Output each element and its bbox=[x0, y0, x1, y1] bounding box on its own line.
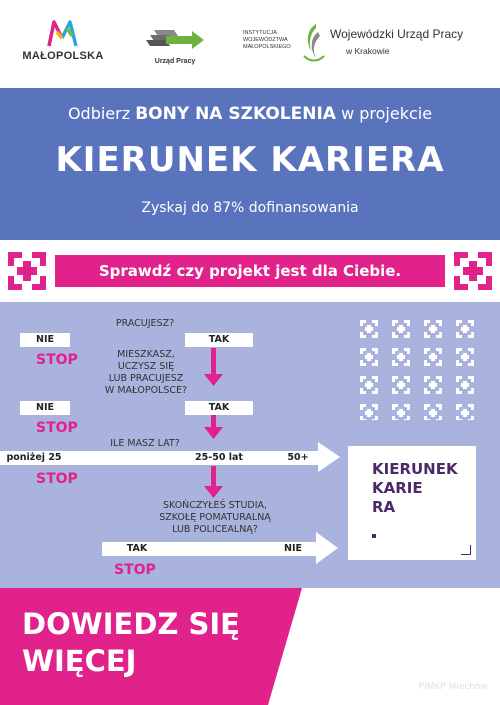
stop-label: STOP bbox=[36, 420, 78, 436]
stop-label: STOP bbox=[36, 352, 78, 368]
question-lives bbox=[98, 349, 194, 397]
watermark-line: PIMKP Miechów bbox=[418, 682, 488, 692]
answer-yes: TAK bbox=[208, 402, 230, 413]
stop-label: STOP bbox=[114, 562, 156, 578]
arrow-right-icon bbox=[318, 442, 340, 472]
instytucja-line-1: INSTYTUCJA bbox=[243, 30, 277, 36]
malopolska-logo bbox=[18, 18, 108, 68]
headline-post: w projekcie bbox=[341, 104, 433, 123]
corner-mark-icon bbox=[461, 545, 471, 555]
wup-city: w Krakowie bbox=[346, 46, 390, 56]
result-dot bbox=[372, 534, 376, 538]
arrow-right-icon bbox=[316, 532, 338, 564]
funding-subtitle: Zyskaj do 87% dofinansowania bbox=[141, 200, 359, 216]
question-line: SZKOŁĘ POMATURALNĄ bbox=[159, 512, 271, 523]
instytucja-text bbox=[243, 30, 303, 51]
arrow-down-icon bbox=[204, 415, 223, 439]
question-line: UCZYSZ SIĘ bbox=[117, 361, 175, 372]
arrow-logo-icon bbox=[144, 26, 206, 52]
malopolska-logo-text: MAŁOPOLSKA bbox=[22, 50, 104, 62]
cta-line-2: WIĘCEJ bbox=[22, 644, 137, 678]
instytucja-line-2: WOJEWÓDZTWA bbox=[243, 37, 288, 43]
cross-pattern-icon bbox=[454, 252, 492, 290]
question-education bbox=[150, 500, 280, 536]
result-title bbox=[372, 460, 458, 517]
answer-yes: TAK bbox=[126, 543, 148, 554]
cross-pattern-icon bbox=[8, 252, 46, 290]
bottom-section bbox=[0, 588, 500, 705]
project-title: KIERUNEK KARIERA bbox=[55, 140, 445, 180]
wup-emblem-icon bbox=[302, 22, 326, 64]
cta-line-1: DOWIEDZ SIĘ bbox=[22, 607, 240, 641]
logo-strip bbox=[0, 0, 500, 88]
wup-name: Wojewódzki Urząd Pracy bbox=[330, 27, 464, 41]
headline-bold: BONY NA SZKOLENIA bbox=[135, 104, 336, 124]
urzad-pracy-logo bbox=[138, 26, 212, 66]
answer-yes: TAK bbox=[208, 334, 230, 345]
headline-pre: Odbierz bbox=[67, 104, 131, 123]
headline-line-1 bbox=[0, 104, 500, 124]
urzad-pracy-text: Urząd Pracy bbox=[154, 58, 196, 65]
question-line: W MAŁOPOLSCE? bbox=[104, 385, 188, 396]
check-strip bbox=[0, 240, 500, 302]
instytucja-line-3: MAŁOPOLSKIEGO bbox=[243, 44, 291, 50]
question-line: LUB PRACUJESZ bbox=[108, 373, 184, 384]
question-age: ILE MASZ LAT? bbox=[110, 438, 180, 449]
arrow-down-icon bbox=[204, 466, 223, 498]
watermark bbox=[419, 681, 488, 693]
question-works: PRACUJESZ? bbox=[115, 318, 175, 329]
age-25-50: 25-50 lat bbox=[195, 452, 243, 463]
eligibility-flowchart bbox=[0, 302, 500, 588]
result-line: RA bbox=[372, 498, 396, 516]
age-under-25: poniżej 25 bbox=[6, 452, 62, 463]
result-line: KIERUNEK bbox=[372, 460, 458, 478]
question-line: LUB POLICEALNĄ? bbox=[172, 524, 258, 535]
cta-heading[interactable] bbox=[22, 606, 240, 680]
check-pill: Sprawdź czy projekt jest dla Ciebie. bbox=[55, 255, 445, 287]
stop-label: STOP bbox=[36, 471, 78, 487]
arrow-down-icon bbox=[204, 348, 223, 386]
wup-logo bbox=[300, 22, 490, 66]
age-50-plus: 50+ bbox=[287, 452, 309, 463]
answer-no: NIE bbox=[36, 334, 54, 345]
headline-banner bbox=[0, 88, 500, 240]
answer-no: NIE bbox=[36, 402, 54, 413]
malopolska-mark-icon bbox=[43, 18, 83, 48]
answer-no: NIE bbox=[284, 543, 302, 554]
question-line: SKOŃCZYŁEŚ STUDIA, bbox=[162, 500, 268, 511]
result-line: KARIE bbox=[372, 479, 423, 497]
result-box bbox=[348, 446, 476, 560]
question-line: MIESZKASZ, bbox=[117, 349, 175, 360]
